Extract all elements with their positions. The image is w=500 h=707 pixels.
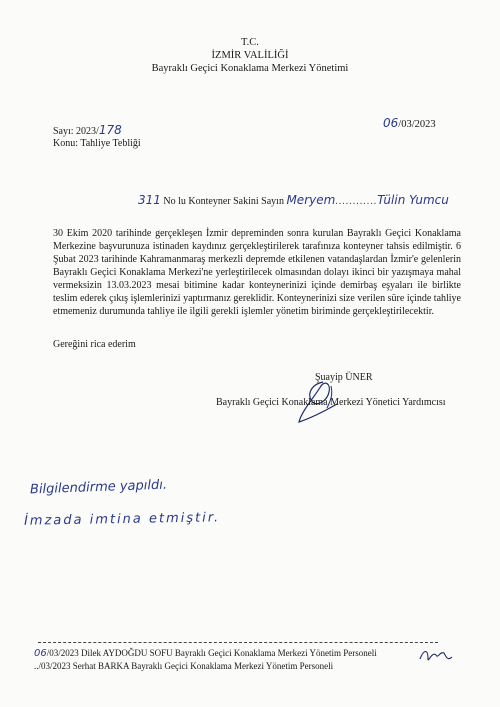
closing-line: Gereğini rica ederim <box>53 339 136 350</box>
date-day-handwritten: 06 <box>383 116 399 130</box>
handwritten-note-informed: Bilgilendirme yapıldı. <box>29 477 168 498</box>
recipient-name-handwritten: Meryem <box>286 193 336 207</box>
document-date <box>383 116 436 130</box>
signer-name: Şuayip ÜNER <box>315 372 373 383</box>
footer-divider <box>38 642 438 643</box>
notice-body: 30 Ekim 2020 tarihinde gerçekleşen İzmir depreminden sonra kurulan Bayraklı Geçici Konaklama Merkezine başvurunuza istinaden kaydınız gerçekleştirilerek tarafınıza konteyner tahsis edilmiştir. 6 Şubat 2023 tarihinde Kahramanmaraş merkezli depremde etkilenen vatandaşlardan İzmir'e gelenlerin Bayraklı Geçici Konaklama Merkezi'ne yerleştirilecek olmasından dolayı ikinci bir yazışmaya mahal vermeksizin 13.03.2023 mesai bitimine kadar konteynerinizi içinde demirbaş eşyaları ile birlikte teslim ederek çıkış işlemlerinizi yaptırmanız gereklidir. Konteynerinizi size verilen süre içinde tahliye etmemeniz durumunda tahliye ile ilgili gerekli işlemler yönetim biriminde gerçekleştirilecektir. <box>53 228 461 317</box>
footer-staff-line-1 <box>34 648 377 659</box>
recipient-dots: ............ <box>335 196 378 207</box>
staff-initial-scribble <box>418 645 454 667</box>
recipient-text: No lu Konteyner Sakini Sayın <box>160 196 287 207</box>
container-number-handwritten: 311 <box>138 193 161 207</box>
reference-number <box>53 124 122 138</box>
recipient-surname-handwritten: Tülin Yumcu <box>377 193 449 207</box>
header-governorship: İZMİR VALİLİĞİ <box>211 50 289 61</box>
sayi-label: Sayı: 2023/ <box>53 126 99 137</box>
signer-title: Bayraklı Geçici Konaklama Merkezi Yönetici Yardımcısı <box>216 397 446 408</box>
letterhead <box>0 36 500 75</box>
recipient-line <box>138 193 449 207</box>
footer-line1-text: /03/2023 Dilek AYDOĞDU SOFU Bayraklı Geçici Konaklama Merkezi Yönetim Personeli <box>46 648 377 658</box>
header-office: Bayraklı Geçici Konaklama Merkezi Yönetimi <box>151 63 349 74</box>
subject-line: Konu: Tahliye Tebliği <box>53 138 141 149</box>
sayi-handwritten-number: 178 <box>98 123 122 137</box>
footer-day-handwritten: 06 <box>34 648 47 659</box>
footer-staff-line-2: ../03/2023 Serhat BARKA Bayraklı Geçici Konaklama Merkezi Yönetim Personeli <box>34 661 334 671</box>
header-tc: T.C. <box>241 37 259 48</box>
date-rest: /03/2023 <box>398 119 436 130</box>
handwritten-note-refused-signature: İmzada imtina etmiştir. <box>23 510 221 529</box>
